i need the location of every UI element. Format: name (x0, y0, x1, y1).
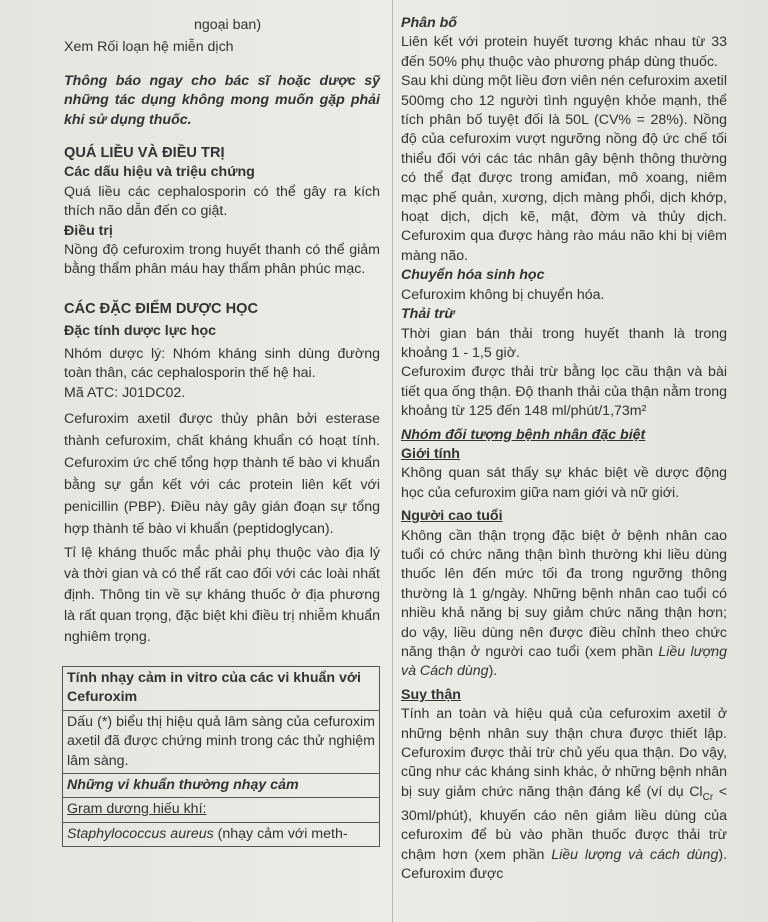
elderly-ref: Liều lượng và Cách dùng (401, 644, 727, 680)
group-text: Nhóm dược lý: Nhóm kháng sinh dùng đường toàn thân, các cephalosporin thế hệ hai. (64, 345, 380, 382)
renal-heading: Suy thận (401, 686, 461, 703)
susceptibility-box (62, 666, 380, 847)
treatment-heading: Điều trị (64, 222, 113, 239)
elderly-body: Không cần thận trọng đặc biệt ở bệnh nhân cao tuổi có chức năng thận bình thường khi liều dùng thuốc lên đến mức tối đa trong ngưỡng thông thường là 1 g/ngày. Những bệnh nhân cao tuổi có nhiều khả năng bị suy giảm chức năng thận hơn; do vậy, liều dùng nên được điều chỉnh theo chức năng thận ở người cao tuổi (xem phần (401, 527, 727, 660)
elimination-p1: Thời gian bán thải trong huyết thanh là trong khoảng 1 - 1,5 giờ. (401, 325, 727, 361)
top-fragment: ngoại ban) (194, 17, 262, 33)
overdose-heading: QUÁ LIỀU VÀ ĐIỀU TRỊ (64, 145, 225, 162)
box-gram-heading: Gram dương hiếu khí: (63, 798, 379, 822)
renal-text (401, 705, 727, 884)
elderly-text (401, 527, 727, 682)
signs-heading: Các dấu hiệu và triệu chứng (64, 164, 255, 181)
special-heading: Nhóm đối tượng bệnh nhân đặc biệt (401, 426, 646, 443)
box-title: Tính nhạy cảm in vitro của các vi khuẩn với Cefuroxim (63, 667, 379, 711)
distribution-heading: Phân bố (401, 15, 457, 31)
gender-text: Không quan sát thấy sự khác biệt về dược động học của cefuroxim giữa nam giới và nữ giới. (401, 465, 727, 501)
elimination-p2: Cefuroxim được thải trừ bằng lọc cầu thận và bài tiết qua ống thận. Độ thanh thải của thận nằm trong khoảng từ 125 đến 148 ml/phút/1,73m² (401, 364, 727, 420)
distribution-p2: Sau khi dùng một liều đơn viên nén cefuroxim axetil 500mg cho 12 người tình nguyện khỏe mạnh, thể tích phân bố tuyệt đối là 50L (CV% = 28%). Nồng độ của cefuroxim vượt ngưỡng nồng độ ức chế tối thiểu đối với các tác nhân gây bệnh thông thường có thể đạt được trong amiđan, mô xoang, niêm mạc phế quản, xương, dịch màng phổi, dịch khớp, hoạt dịch, dịch kẽ, mật, đờm và thủy dịch. Cefuroxim qua được hàng rào máu não khi bị viêm màng não. (401, 73, 727, 264)
elderly-heading: Người cao tuổi (401, 508, 503, 525)
metabolism-text: Cefuroxim không bị chuyển hóa. (401, 286, 605, 303)
resistance-text: Tỉ lệ kháng thuốc mắc phải phụ thuộc vào địa lý và thời gian và có thể rất cao đối với các loài nhất định. Thông tin về sự kháng thuốc ở địa phương là rất quan trọng, đặc biệt khi điều trị nhiễm khuẩn nghiêm trọng. (64, 544, 380, 645)
left-column (64, 16, 380, 847)
renal-body: Tính an toàn và hiệu quả của cefuroxim axetil ở những bệnh nhân suy thận chưa được thiết lập. Cefuroxim được thải trừ chủ yếu qua thận. Do vậy, cũng như các kháng sinh khác, ở những bệnh nhân bị suy giảm chức năng thận đáng kể (ví dụ Cl (401, 706, 727, 800)
box-staph-row (63, 823, 379, 846)
renal-end: ). Cefuroxim được (401, 846, 728, 883)
atc-text: Mã ATC: J01DC02. (64, 384, 186, 401)
staph-name: Staphylococcus aureus (67, 825, 214, 842)
elderly-end: ). (488, 663, 498, 680)
box-sensitive-heading: Những vi khuẩn thường nhạy cảm (63, 774, 379, 798)
notice-text: Thông báo ngay cho bác sĩ hoặc dược sỹ những tác dụng không mong muốn gặp phải khi sử dụng thuốc. (64, 72, 380, 128)
pd-heading: Đặc tính dược lực học (64, 323, 217, 340)
box-note: Dấu (*) biểu thị hiệu quả lâm sàng của cefuroxim axetil đã được chứng minh trong các thử nghiệm lâm sàng. (63, 711, 379, 774)
signs-text: Quá liều các cephalosporin có thể gây ra kích thích não dẫn đến co giật. (64, 183, 380, 220)
treatment-text: Nồng độ cefuroxim trong huyết thanh có thể giảm bằng thẩm phân máu hay thẩm phân phúc mạc. (64, 242, 380, 278)
renal-ref: Liều lượng và cách dùng (551, 846, 719, 863)
see-immune-text: Xem Rối loạn hệ miễn dịch (64, 39, 234, 56)
gender-heading: Giới tính (401, 445, 460, 462)
mechanism-text: Cefuroxim axetil được thủy phân bởi esterase thành cefuroxim, chất kháng khuẩn có hoạt tính. Cefuroxim ức chế tổng hợp thành tế bào vi khuẩn bằng sự gắn kết với các protein liên kết với penicillin (PBP). Điều này gây gián đoạn sự tổng hợp thành tế bào vi khuẩn (peptidoglycan). (64, 410, 380, 537)
elimination-heading: Thải trừ (401, 306, 455, 323)
renal-body2: < 30ml/phút), khuyến cáo nên giảm liều dùng của cefuroxim để bù vào phần thuốc được thải trừ chậm hơn (xem phần (401, 783, 727, 863)
staph-note: (nhạy cảm với meth- (213, 825, 348, 842)
distribution-p1: Liên kết với protein huyết tương khác nhau từ 33 đến 50% phụ thuộc vào phương pháp dùng thuốc. (401, 34, 727, 70)
pharma-heading: CÁC ĐẶC ĐIỂM DƯỢC HỌC (64, 300, 259, 317)
right-column (401, 14, 727, 885)
column-divider (392, 0, 393, 922)
metabolism-heading: Chuyển hóa sinh học (401, 267, 545, 284)
renal-sub: Cr (702, 791, 714, 803)
